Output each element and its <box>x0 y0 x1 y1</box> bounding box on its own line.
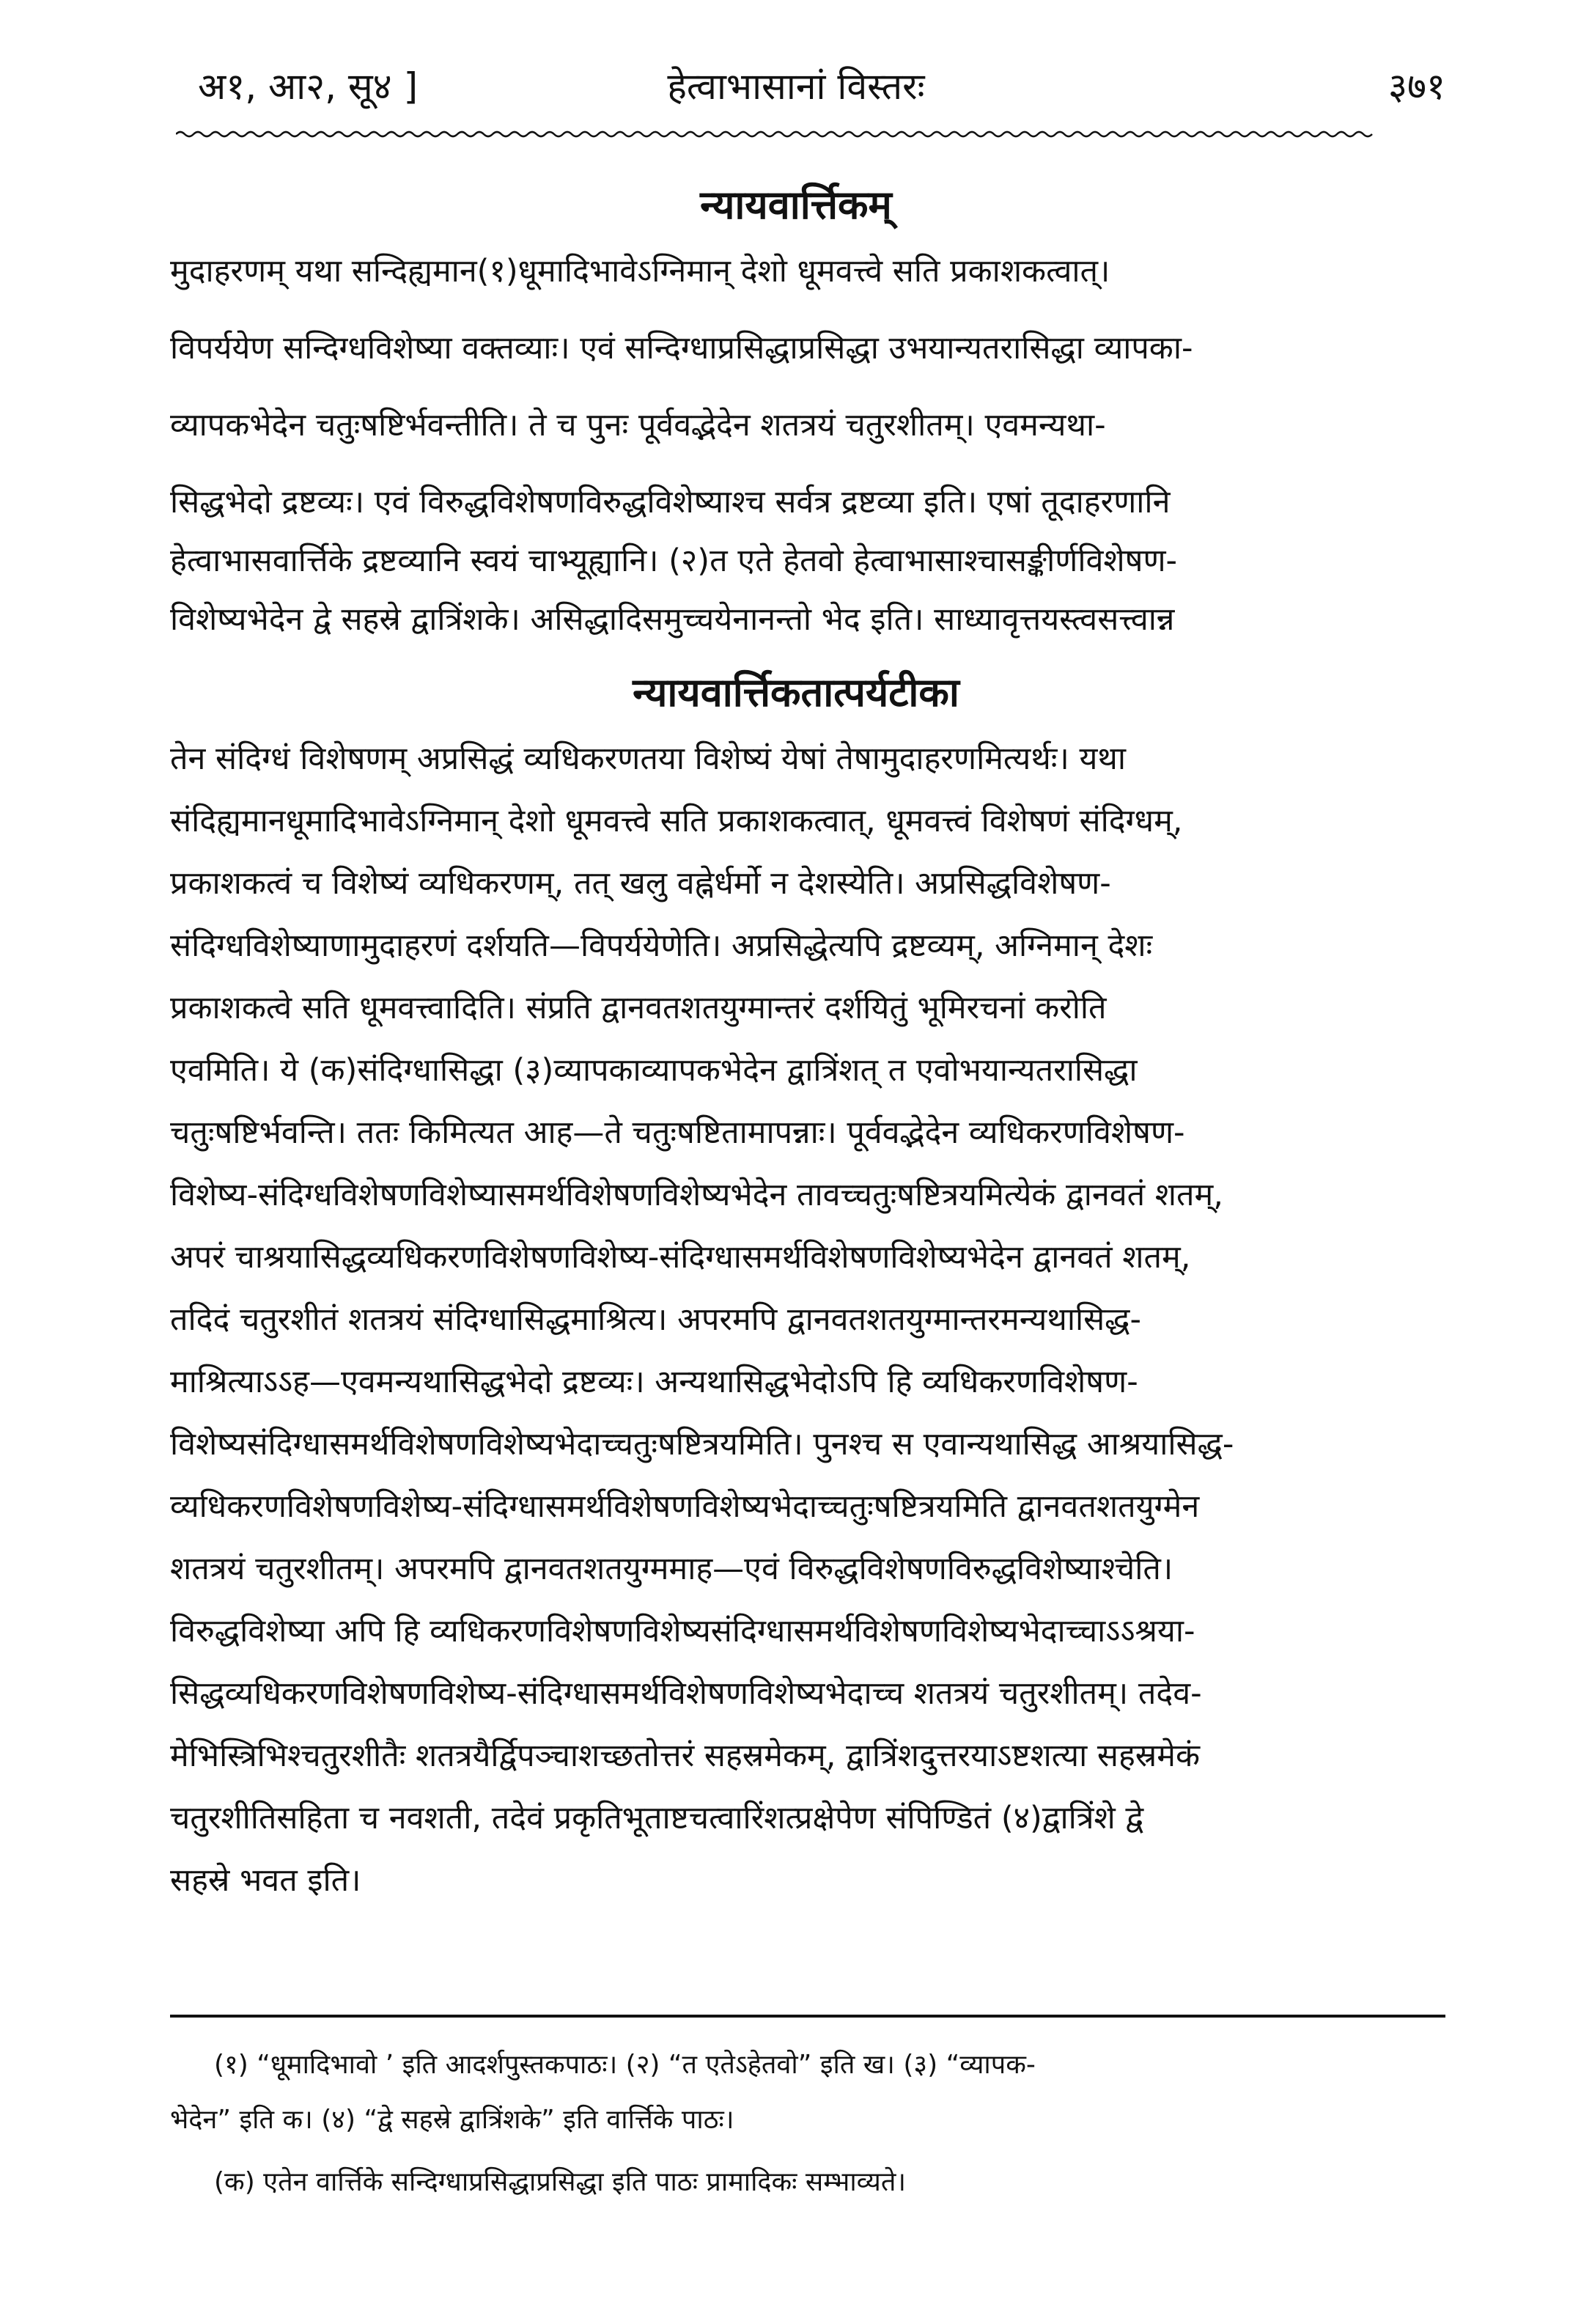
tika-line: चतुःषष्टिर्भवन्ति। ततः किमित्यत आह—ते चतुःषष्टितामापन्नाः। पूर्ववद्भेदेन व्यधिकरणविशेषण- <box>170 1114 1185 1151</box>
tika-line: संदिह्यमानधूमादिभावेऽग्निमान् देशो धूमवत्त्वे सति प्रकाशकत्वात्, धूमवत्त्वं विशेषणं संदिग्धम्, <box>170 803 1183 839</box>
page-number: ३७१ <box>1388 65 1445 108</box>
tika-line: विशेष्यसंदिग्धासमर्थविशेषणविशेष्यभेदाच्चतुःषष्टित्रयमिति। पुनश्च स एवान्यथासिद्ध आश्रयासिद्ध- <box>170 1426 1234 1463</box>
tika-line: विरुद्धविशेष्या अपि हि व्यधिकरणविशेषणविशेष्यसंदिग्धासमर्थविशेषणविशेष्यभेदाच्चाऽऽश्रया- <box>170 1613 1195 1650</box>
footnote-rule <box>170 2015 1445 2018</box>
footnote-line: (क) एतेन वार्त्तिके सन्दिग्धाप्रसिद्धाप्रसिद्धा इति पाठः प्रामादिकः सम्भाव्यते। <box>214 2167 907 2197</box>
varttika-line: व्यापकभेदेन चतुःषष्टिर्भवन्तीति। ते च पुनः पूर्ववद्भेदेन शतत्रयं चतुरशीतम्। एवमन्यथा- <box>170 407 1106 444</box>
footnote-line: (१) “धूमादिभावो ’ इति आदर्शपुस्तकपाठः। (२) “त एतेऽहेतवो” इति ख। (३) “व्यापक- <box>214 2050 1036 2080</box>
footnote-line: भेदेन” इति क। (४) “द्वे सहस्रे द्वात्रिंशके” इति वार्त्तिके पाठः। <box>170 2105 734 2135</box>
tika-line: मेभिस्त्रिभिश्चतुरशीतैः शतत्रयैर्द्विपञ्चाशच्छतोत्तरं सहस्रमेकम्, द्वात्रिंशदुत्तरयाऽष्टशत्या सहस्रमेकं <box>170 1738 1201 1774</box>
running-header-section-ref: अ१, आ२, सू४ ] <box>198 65 419 108</box>
tika-line: माश्रित्याऽऽह—एवमन्यथासिद्धभेदो द्रष्टव्यः। अन्यथासिद्धभेदोऽपि हि व्यधिकरणविशेषण- <box>170 1364 1138 1400</box>
tika-line: चतुरशीतिसहिता च नवशती, तदेवं प्रकृतिभूताष्टचत्वारिंशत्प्रक्षेपेण संपिण्डितं (४)द्वात्रिंशे द्वे <box>170 1800 1144 1836</box>
running-header-title: हेत्वाभासानां विस्तरः <box>667 65 925 108</box>
tika-line: शतत्रयं चतुरशीतम्। अपरमपि द्वानवतशतयुग्ममाह—एवं विरुद्धविशेषणविरुद्धविशेष्याश्चेति। <box>170 1551 1173 1587</box>
varttika-line: विपर्ययेण सन्दिग्धविशेष्या वक्तव्याः। एवं सन्दिग्धाप्रसिद्धाप्रसिद्धा उभयान्यतरासिद्धा व्यापका- <box>170 330 1193 367</box>
tika-line: व्यधिकरणविशेषणविशेष्य-संदिग्धासमर्थविशेषणविशेष्यभेदाच्चतुःषष्टित्रयमिति द्वानवतशतयुग्मेन <box>170 1488 1200 1525</box>
tika-line: सिद्धव्यधिकरणविशेषणविशेष्य-संदिग्धासमर्थविशेषणविशेष्यभेदाच्च शतत्रयं चतुरशीतम्। तदेव- <box>170 1675 1202 1712</box>
tika-line: एवमिति। ये (क)संदिग्धासिद्धा (३)व्यापकाव्यापकभेदेन द्वात्रिंशत् त एवोभयान्यतरासिद्धा <box>170 1052 1138 1089</box>
section-title-nyayavarttikam: न्यायवार्त्तिकम् <box>700 182 892 228</box>
tika-line: संदिग्धविशेष्याणामुदाहरणं दर्शयति—विपर्ययेणेति। अप्रसिद्धेत्यपि द्रष्टव्यम्, अग्निमान् देशः <box>170 927 1153 964</box>
tika-line: प्रकाशकत्वं च विशेष्यं व्यधिकरणम्, तत् खलु वह्नेर्धर्मो न देशस्येति। अप्रसिद्धविशेषण- <box>170 865 1111 902</box>
tika-line: अपरं चाश्रयासिद्धव्यधिकरणविशेषणविशेष्य-संदिग्धासमर्थविशेषणविशेष्यभेदेन द्वानवतं शतम्, <box>170 1239 1191 1276</box>
tika-line: विशेष्य-संदिग्धविशेषणविशेष्यासमर्थविशेषणविशेष्यभेदेन तावच्चतुःषष्टित्रयमित्येकं द्वानवतं शतम्, <box>170 1177 1223 1213</box>
tika-line: सहस्रे भवत इति। <box>170 1862 361 1899</box>
wavy-header-rule <box>176 129 1451 139</box>
tika-line: तेन संदिग्धं विशेषणम् अप्रसिद्धं व्यधिकरणतया विशेष्यं येषां तेषामुदाहरणमित्यर्थः। यथा <box>170 740 1127 777</box>
varttika-line: हेत्वाभासवार्त्तिके द्रष्टव्यानि स्वयं चाभ्यूह्यानि। (२)त एते हेतवो हेत्वाभासाश्चासङ्कीर्णविशेषण- <box>170 543 1178 579</box>
varttika-line: सिद्धभेदो द्रष्टव्यः। एवं विरुद्धविशेषणविरुद्धविशेष्याश्च सर्वत्र द्रष्टव्या इति। एषां तूदाहरणानि <box>170 484 1171 521</box>
varttika-line: मुदाहरणम् यथा सन्दिह्यमान(१)धूमादिभावेऽग्निमान् देशो धूमवत्त्वे सति प्रकाशकत्वात्। <box>170 253 1110 290</box>
varttika-line: विशेष्यभेदेन द्वे सहस्रे द्वात्रिंशके। असिद्धादिसमुच्चयेनानन्तो भेद इति। साध्यावृत्तयस्त्वसत्त्वान्न <box>170 601 1175 638</box>
section-title-tatparyatika: न्यायवार्त्तिकतात्पर्यटीका <box>633 669 959 716</box>
tika-line: प्रकाशकत्वे सति धूमवत्त्वादिति। संप्रति द्वानवतशतयुग्मान्तरं दर्शयितुं भूमिरचनां करोति <box>170 990 1107 1026</box>
tika-line: तदिदं चतुरशीतं शतत्रयं संदिग्धासिद्धमाश्रित्य। अपरमपि द्वानवतशतयुग्मान्तरमन्यथासिद्ध- <box>170 1301 1142 1338</box>
